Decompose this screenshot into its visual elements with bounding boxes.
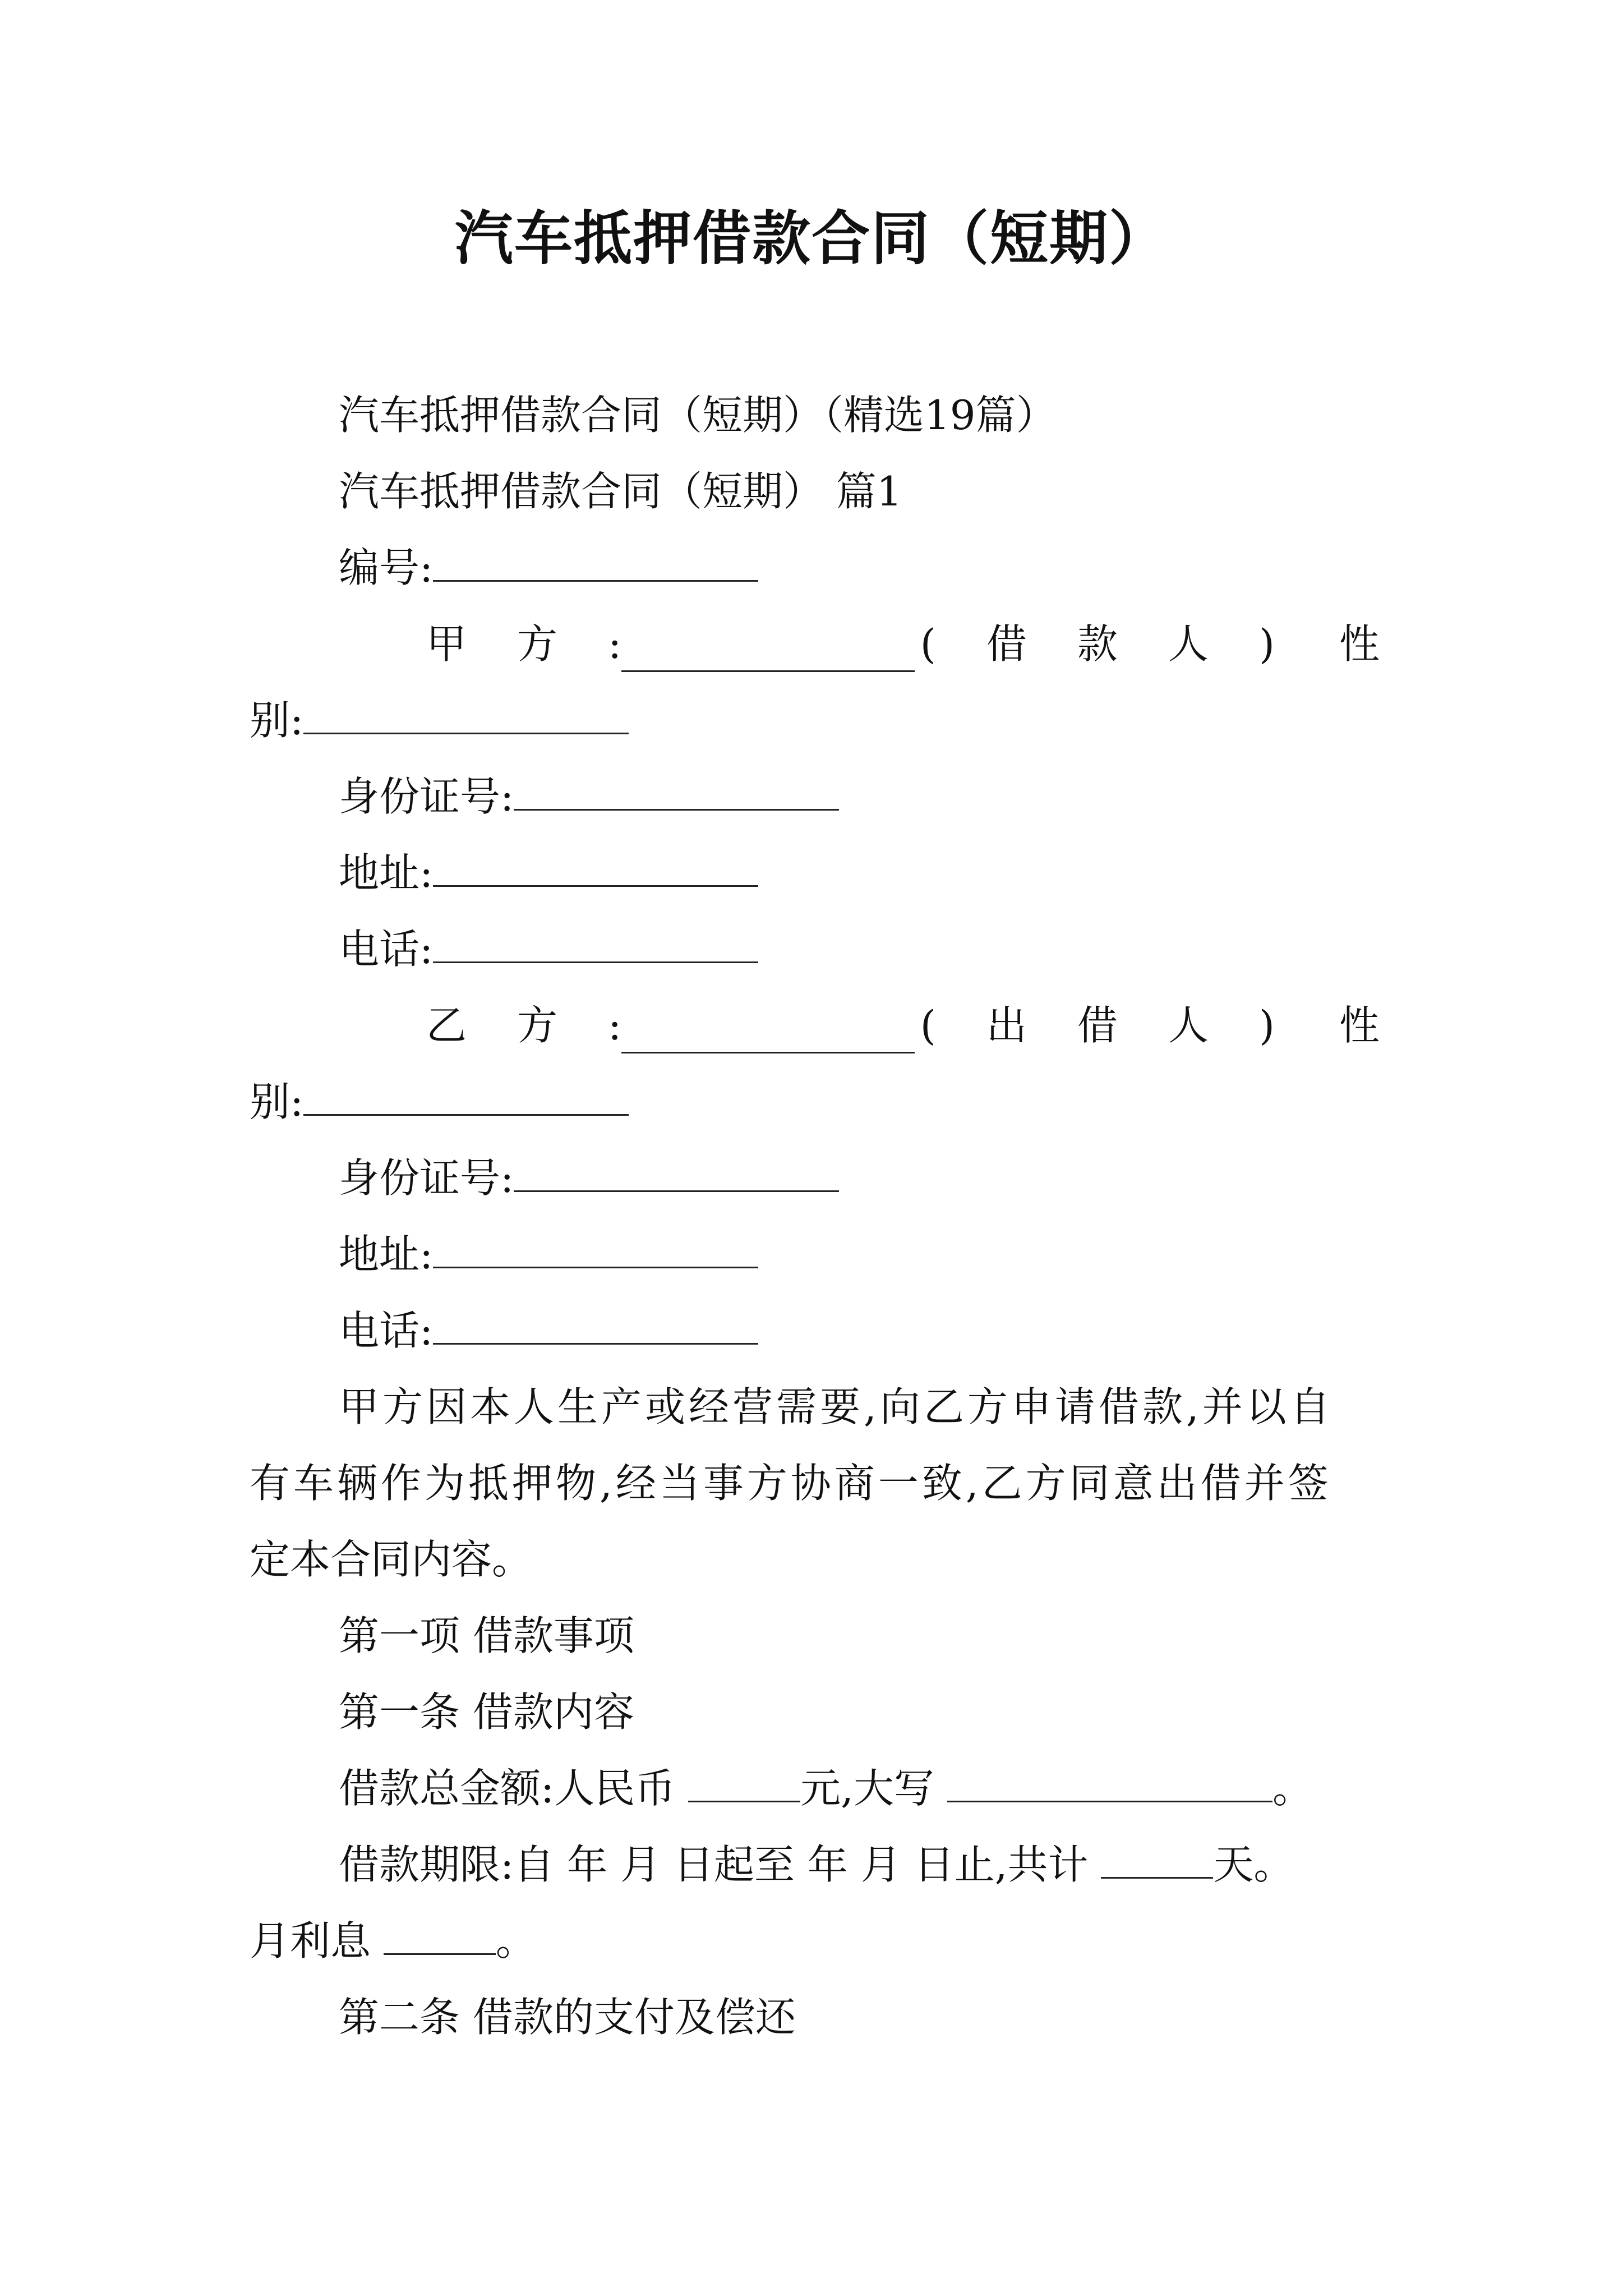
party-b-gender-line [250, 1074, 629, 1130]
party-b-role-6: 性 [1339, 1002, 1380, 1049]
party-b-role-4: 人 [1168, 1002, 1209, 1049]
party-a-role-1: ( [920, 620, 936, 668]
party-a-gender-line [250, 692, 629, 748]
party-b-role-1: ( [920, 1002, 936, 1049]
party-b-id-blank [514, 1151, 839, 1192]
serial-label: 编号: [339, 544, 434, 591]
article-2-heading: 第二条 借款的支付及偿还 [339, 1994, 796, 2041]
party-b-id-label: 身份证号: [339, 1154, 514, 1202]
party-a-char-2: 方 [517, 620, 558, 668]
loan-amount-line [339, 1760, 1313, 1816]
section-1-heading: 第一项 借款事项 [339, 1612, 634, 1659]
party-a-address-label: 地址: [339, 849, 434, 896]
party-b-gender-label: 别: [250, 1078, 304, 1125]
amount-prefix: 借款总金额:人民币 [339, 1765, 689, 1812]
party-a-id-label: 身份证号: [339, 773, 514, 820]
document-title: 汽车抵押借款合同（短期） [454, 204, 1168, 273]
party-b-role-3: 借 [1077, 1002, 1118, 1049]
party-a-phone-line [339, 921, 758, 977]
party-b-role-2: 出 [986, 1002, 1027, 1049]
intro-paragraph-line-3: 定本合同内容。 [250, 1536, 533, 1583]
serial-number-line [339, 540, 758, 596]
party-b-gender-blank [303, 1075, 629, 1116]
party-a-role-3: 款 [1077, 620, 1118, 668]
party-b-id-line [339, 1150, 839, 1206]
party-b-char-1: 乙 [426, 1002, 467, 1049]
party-b-address-label: 地址: [339, 1231, 434, 1278]
party-b-char-2: 方 [517, 1002, 558, 1049]
party-a-role-4: 人 [1168, 620, 1209, 668]
term-unit: 天。 [1213, 1841, 1294, 1888]
party-b-colon: : [608, 1002, 622, 1049]
party-b-phone-label: 电话: [339, 1307, 434, 1354]
amount-end: 。 [1272, 1765, 1313, 1812]
party-b-address-blank [433, 1227, 758, 1268]
intro-paragraph-line-2: 有车辆作为抵押物,经当事方协商一致,乙方同意出借并签 [250, 1460, 1332, 1507]
party-b-role-5: ) [1258, 1002, 1275, 1049]
loan-term-line [339, 1837, 1294, 1893]
serial-blank [433, 541, 758, 582]
party-a-address-blank [433, 846, 758, 887]
party-a-role-2: 借 [986, 620, 1027, 668]
term-days-blank [1101, 1838, 1213, 1879]
party-a-address-line [339, 845, 758, 901]
intro-paragraph-line-1: 甲方因本人生产或经营需要,向乙方申请借款,并以自 [339, 1383, 1334, 1430]
party-a-role-5: ) [1258, 620, 1275, 668]
party-a-char-1: 甲 [426, 620, 467, 668]
interest-label: 月利息 [250, 1917, 384, 1964]
party-a-phone-blank [433, 922, 758, 963]
party-a-line [426, 616, 1380, 672]
article-1-heading: 第一条 借款内容 [339, 1688, 634, 1736]
document-subtitle: 汽车抵押借款合同（短期）（精选19篇） [339, 392, 1057, 439]
amount-capital-blank [947, 1761, 1272, 1802]
amount-numeric-blank [688, 1761, 800, 1802]
party-a-phone-label: 电话: [339, 926, 434, 973]
interest-end: 。 [495, 1917, 536, 1964]
party-a-role-6: 性 [1339, 620, 1380, 668]
party-a-gender-blank [303, 693, 629, 734]
party-b-phone-blank [433, 1304, 758, 1345]
party-a-colon: : [608, 620, 622, 668]
party-b-name-blank [621, 1013, 914, 1053]
party-a-id-blank [514, 770, 839, 811]
interest-line [250, 1913, 536, 1969]
chapter-heading: 汽车抵押借款合同（短期） 篇1 [339, 468, 902, 515]
party-a-gender-label: 别: [250, 697, 304, 744]
party-b-address-line [339, 1226, 758, 1282]
party-b-phone-line [339, 1303, 758, 1359]
party-a-id-line [339, 769, 839, 825]
interest-blank [384, 1914, 496, 1955]
party-b-line [426, 997, 1380, 1053]
amount-unit: 元,大写 [800, 1765, 947, 1812]
party-a-name-blank [621, 631, 914, 672]
term-prefix: 借款期限:自 年 月 日起至 年 月 日止,共计 [339, 1841, 1101, 1888]
